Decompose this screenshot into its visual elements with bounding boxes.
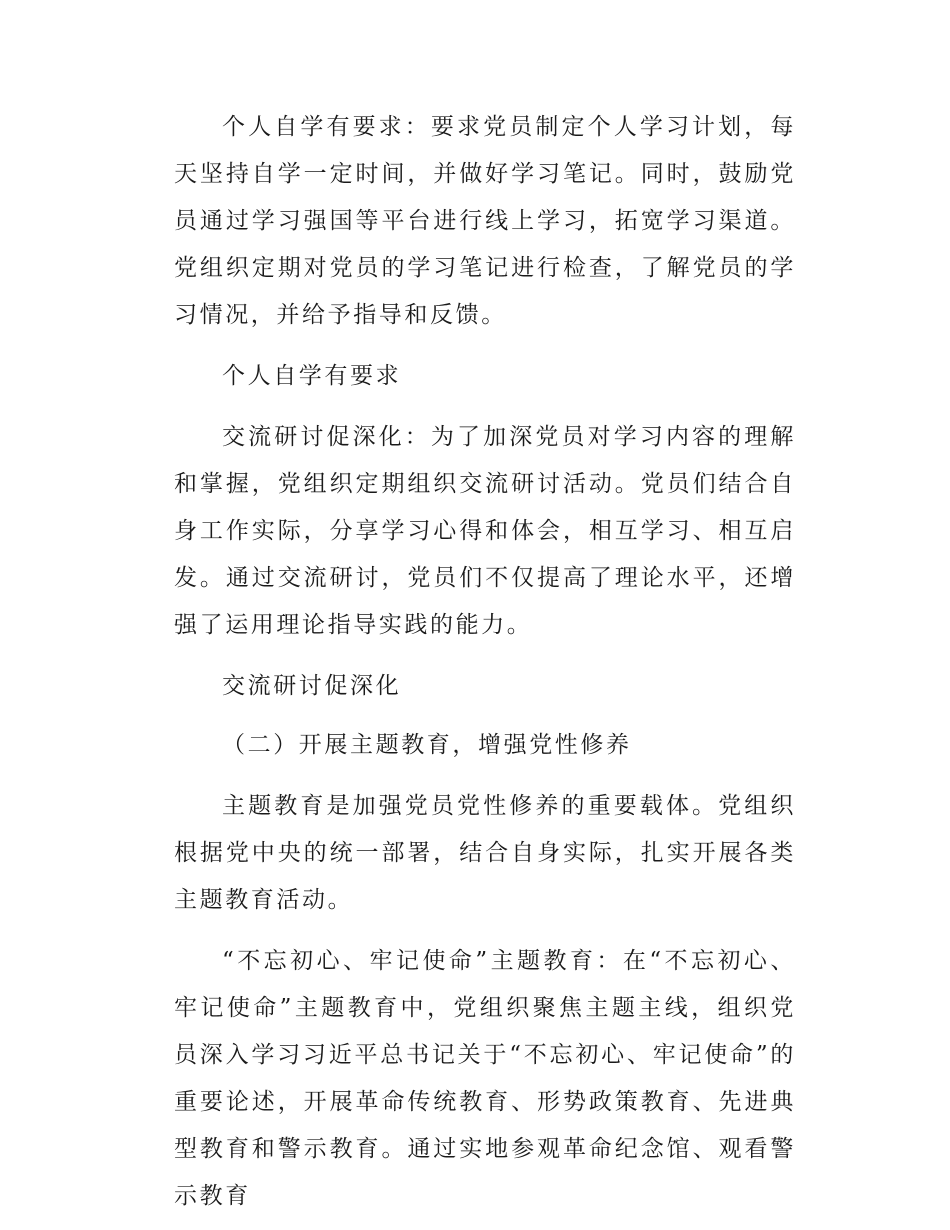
section-heading-theme-education: （二）开展主题教育，增强党性修养 [222,732,632,758]
paragraph-theme-education-intro: 主题教育是加强党员党性修养的重要载体。党组织根据党中央的统一部署，结合自身实际，扎实开展各类主题教育活动。 [174,793,796,913]
heading-self-study: 个人自学有要求 [222,363,402,389]
paragraph-self-study: 个人自学有要求：要求党员制定个人学习计划，每天坚持自学一定时间，并做好学习笔记。同时，鼓励党员通过学习强国等平台进行线上学习，拓宽学习渠道。党组织定期对党员的学习笔记进行检查，了解党员的学习情况，并给予指导和反馈。 [174,114,796,328]
heading-discussion: 交流研讨促深化 [222,673,402,699]
document-page [174,104,796,1220]
paragraph-discussion: 交流研讨促深化：为了加深党员对学习内容的理解和掌握，党组织定期组织交流研讨活动。党员们结合自身工作实际，分享学习心得和体会，相互学习、相互启发。通过交流研讨，党员们不仅提高了理论水平，还增强了运用理论指导实践的能力。 [174,424,796,638]
paragraph-mission-education: “不忘初心、牢记使命”主题教育：在“不忘初心、牢记使命”主题教育中，党组织聚焦主题主线，组织党员深入学习习近平总书记关于“不忘初心、牢记使命”的重要论述，开展革命传统教育、形势政策教育、先进典型教育和警示教育。通过实地参观革命纪念馆、观看警示教育 [174,948,796,1209]
